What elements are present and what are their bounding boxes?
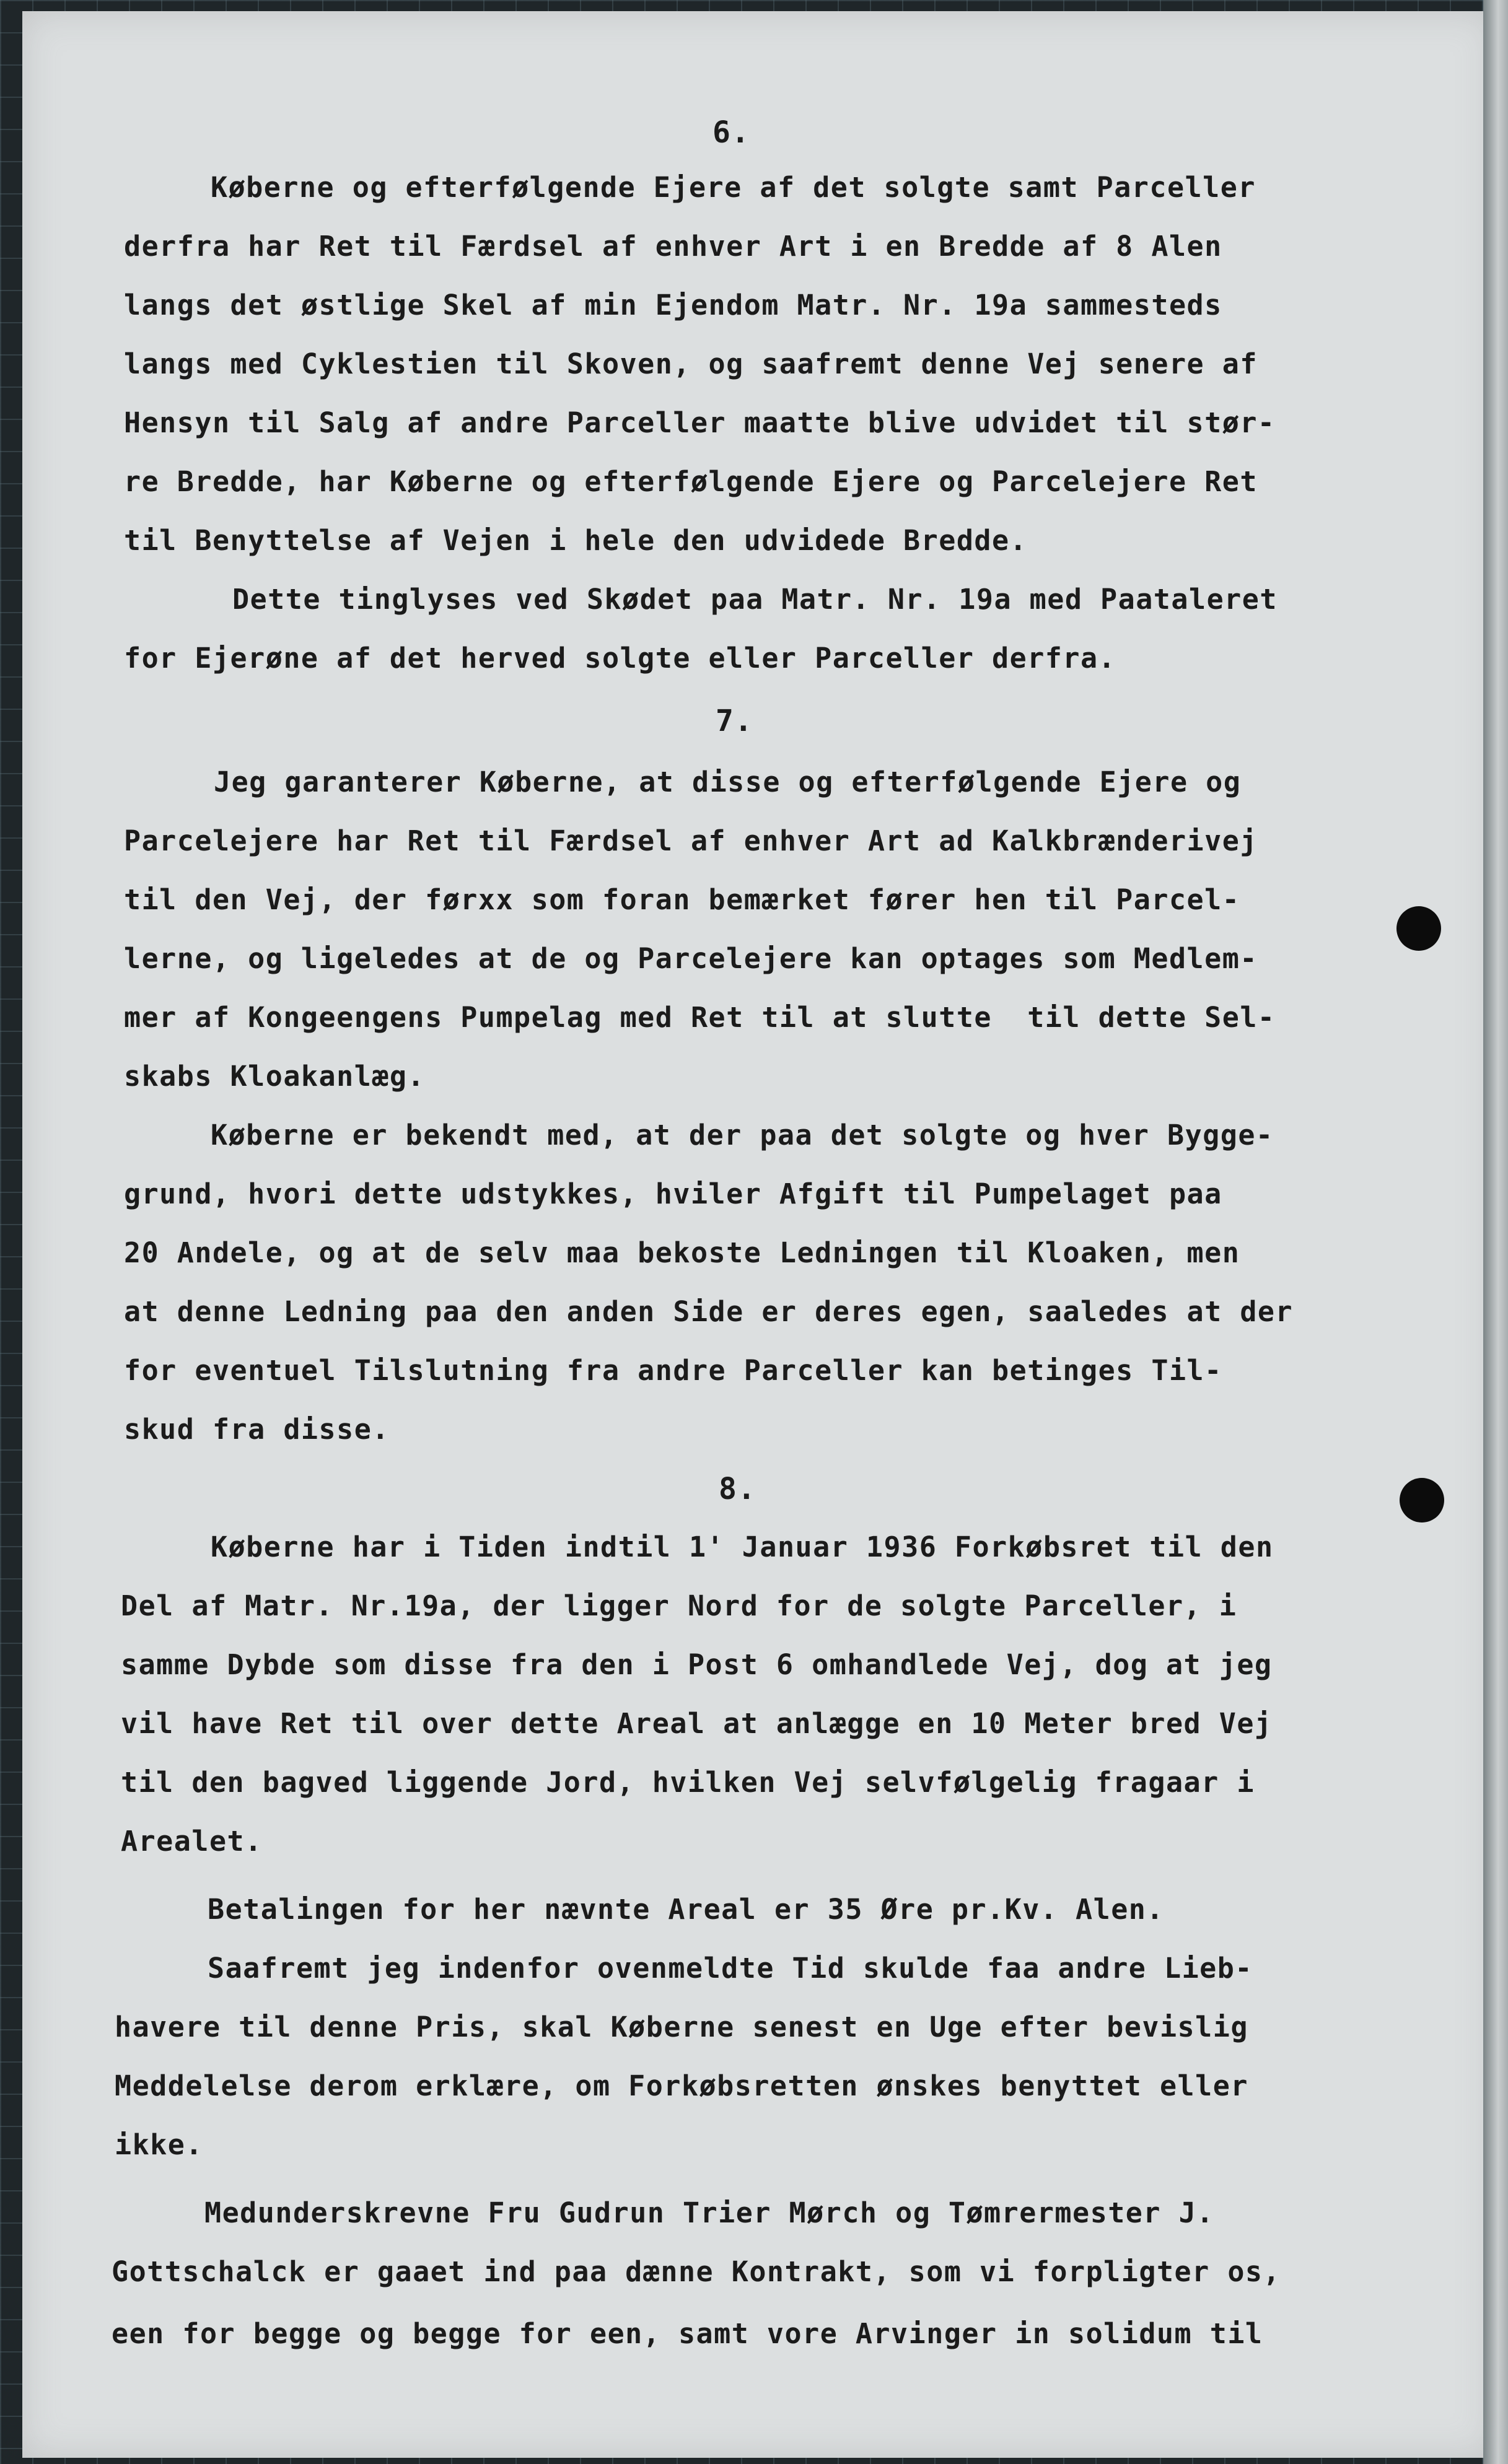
text-line: Parcelejere har Ret til Færdsel af enhver Art ad Kalkbrænderivej: [124, 824, 1258, 857]
text-line: re Bredde, har Køberne og efterfølgende Ejere og Parcelejere Ret: [124, 465, 1258, 498]
text-line: langs med Cyklestien til Skoven, og saafremt denne Vej senere af: [124, 347, 1258, 380]
text-line: grund, hvori dette udstykkes, hviler Afgift til Pumpelaget paa: [124, 1177, 1222, 1210]
text-line: Køberne og efterfølgende Ejere af det solgte samt Parceller: [211, 171, 1256, 204]
text-line: Jeg garanterer Køberne, at disse og efterfølgende Ejere og: [214, 766, 1242, 798]
text-line: Arealet.: [121, 1825, 263, 1858]
text-line: havere til denne Pris, skal Køberne senest en Uge efter bevislig: [115, 2011, 1248, 2043]
text-line: Betalingen for her nævnte Areal er 35 Øre pr.Kv. Alen.: [208, 1893, 1164, 1926]
text-line: 20 Andele, og at de selv maa bekoste Ledningen til Kloaken, men: [124, 1236, 1240, 1269]
section-number: 7.: [716, 704, 753, 738]
text-line: til Benyttelse af Vejen i hele den udvidede Bredde.: [124, 524, 1028, 557]
text-line: at denne Ledning paa den anden Side er deres egen, saaledes at der: [124, 1295, 1294, 1328]
text-line: ikke.: [115, 2128, 203, 2161]
text-line: til den Vej, der førxx som foran bemærket fører hen til Parcel-: [124, 883, 1240, 916]
text-line: een for begge og begge for een, samt vore Arvinger in solidum til: [112, 2317, 1263, 2350]
text-line: Dette tinglyses ved Skødet paa Matr. Nr. 19a med Paataleret: [232, 583, 1278, 616]
text-line: Gottschalck er gaaet ind paa dænne Kontrakt, som vi forpligter os,: [112, 2255, 1281, 2288]
text-line: Medunderskrevne Fru Gudrun Trier Mørch og Tømrermester J.: [204, 2196, 1214, 2229]
text-line: lerne, og ligeledes at de og Parcelejere kan optages som Medlem-: [124, 942, 1258, 975]
page-number: 6.: [712, 115, 750, 150]
text-line: skud fra disse.: [124, 1413, 390, 1446]
text-line: derfra har Ret til Færdsel af enhver Art i en Bredde af 8 Alen: [124, 230, 1222, 263]
text-line: Saafremt jeg indenfor ovenmeldte Tid skulde faa andre Lieb-: [208, 1952, 1253, 1985]
text-line: Hensyn til Salg af andre Parceller maatte blive udvidet til stør-: [124, 406, 1276, 439]
section-number: 8.: [719, 1472, 756, 1506]
text-line: skabs Kloakanlæg.: [124, 1060, 426, 1093]
text-line: mer af Kongeengens Pumpelag med Ret til at slutte til dette Sel-: [124, 1001, 1276, 1034]
text-line: til den bagved liggende Jord, hvilken Vej selvfølgelig fragaar i: [121, 1766, 1255, 1799]
text-line: for Ejerøne af det herved solgte eller Parceller derfra.: [124, 642, 1116, 675]
text-line: for eventuel Tilslutning fra andre Parceller kan betinges Til-: [124, 1354, 1222, 1387]
text-line: samme Dybde som disse fra den i Post 6 omhandlede Vej, dog at jeg: [121, 1648, 1273, 1681]
text-line: Meddelelse derom erklære, om Forkøbsretten ønskes benyttet eller: [115, 2069, 1248, 2102]
text-line: langs det østlige Skel af min Ejendom Matr. Nr. 19a sammesteds: [124, 289, 1222, 321]
text-line: Køberne har i Tiden indtil 1' Januar 1936 Forkøbsret til den: [211, 1531, 1274, 1563]
text-line: vil have Ret til over dette Areal at anlægge en 10 Meter bred Vej: [121, 1707, 1273, 1740]
text-line: Del af Matr. Nr.19a, der ligger Nord for de solgte Parceller, i: [121, 1589, 1237, 1622]
text-line: Køberne er bekendt med, at der paa det solgte og hver Bygge-: [211, 1119, 1274, 1151]
